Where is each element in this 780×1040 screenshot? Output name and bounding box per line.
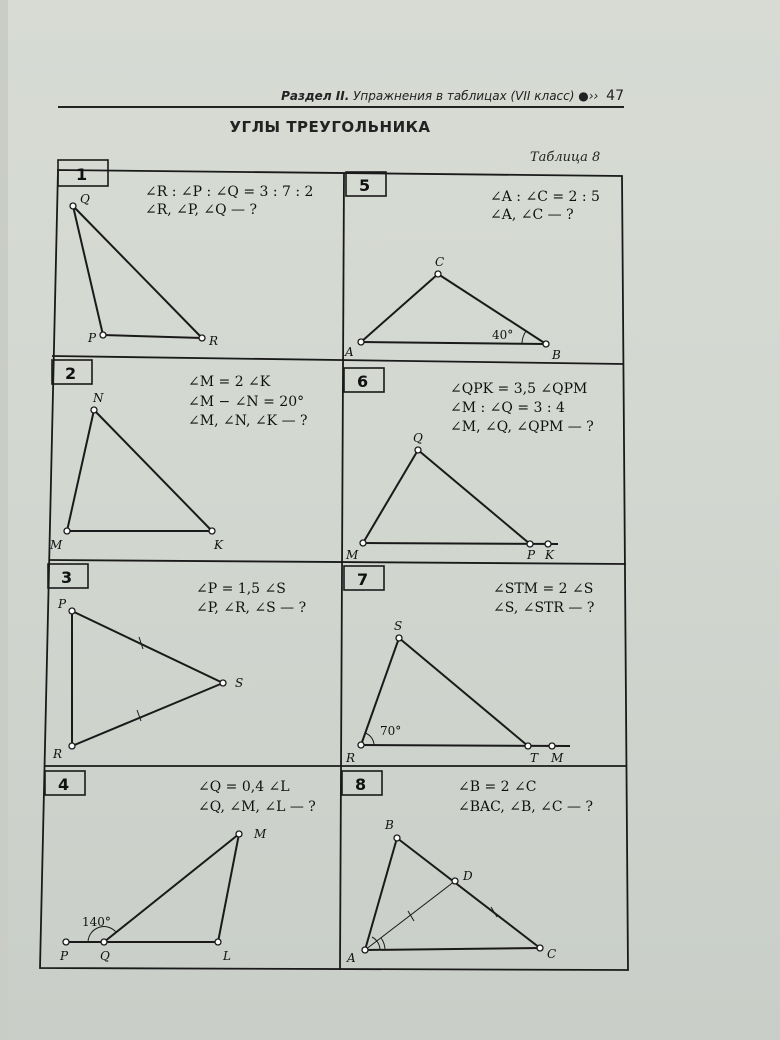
- problem-6: [344, 368, 594, 562]
- problem-4-number: 4: [58, 775, 70, 794]
- problem-8-number: 8: [355, 775, 367, 794]
- point-label: D: [463, 869, 473, 883]
- point-label: R: [209, 334, 219, 348]
- problem-6-line-3: ∠M, ∠Q, ∠QPM — ?: [450, 419, 594, 435]
- problem-6-line-2: ∠M : ∠Q = 3 : 4: [450, 400, 565, 416]
- angle-label: 140°: [82, 915, 111, 929]
- point-label: Q: [413, 431, 423, 445]
- problem-5: [344, 172, 600, 362]
- point-label: A: [347, 951, 356, 965]
- point-label: B: [552, 348, 561, 362]
- point-label: K: [214, 538, 223, 552]
- arrows-glyph: ●››: [578, 89, 599, 103]
- angle-label: 40°: [492, 328, 514, 342]
- point-label: Q: [80, 192, 90, 206]
- problem-1-line-2: ∠R, ∠P, ∠Q — ?: [145, 202, 257, 218]
- problem-4-line-1: ∠Q = 0,4 ∠L: [198, 779, 290, 795]
- problem-5-line-1: ∠A : ∠C = 2 : 5: [490, 189, 600, 205]
- problem-3-line-1: ∠P = 1,5 ∠S: [196, 581, 286, 597]
- point-label: C: [547, 947, 557, 961]
- point-label: R: [346, 751, 356, 765]
- problem-1: [58, 160, 313, 348]
- point-label: M: [50, 538, 63, 552]
- point-label: N: [93, 391, 104, 405]
- point-label: Q: [100, 949, 110, 963]
- problem-6-line-1: ∠QPK = 3,5 ∠QPM: [450, 381, 588, 397]
- problem-5-line-2: ∠A, ∠C — ?: [490, 207, 574, 223]
- point-label: K: [545, 548, 554, 562]
- problem-7-number: 7: [357, 570, 369, 589]
- point-label: S: [394, 619, 403, 633]
- problem-2-number: 2: [65, 364, 77, 383]
- point-label: M: [346, 548, 359, 562]
- problem-2-line-2: ∠M − ∠N = 20°: [188, 394, 305, 410]
- problem-2: [49, 360, 308, 552]
- point-label: M: [254, 827, 267, 841]
- problem-4: [45, 771, 316, 963]
- problem-2-line-1: ∠M = 2 ∠K: [188, 374, 271, 390]
- page-number: 47: [606, 88, 624, 104]
- table-grid: [40, 170, 628, 970]
- angle-label: 70°: [380, 724, 402, 738]
- problem-8-line-1: ∠B = 2 ∠C: [458, 779, 537, 795]
- point-label: R: [53, 747, 63, 761]
- problem-5-number: 5: [359, 176, 371, 195]
- problem-3: [48, 564, 306, 761]
- problem-2-line-3: ∠M, ∠N, ∠K — ?: [188, 413, 308, 429]
- problem-1-number: 1: [76, 165, 88, 184]
- point-label: T: [530, 751, 539, 765]
- problem-8-line-2: ∠BAC, ∠B, ∠C — ?: [458, 799, 594, 815]
- problem-3-line-2: ∠P, ∠R, ∠S — ?: [196, 600, 307, 616]
- point-label: P: [60, 949, 69, 963]
- point-label: B: [385, 818, 394, 832]
- problem-7-line-2: ∠S, ∠STR — ?: [493, 600, 595, 616]
- section-subtitle: Упражнения в таблицах (VII класс): [353, 89, 575, 103]
- point-label: M: [551, 751, 564, 765]
- point-label: A: [345, 345, 354, 359]
- problem-8: [342, 771, 593, 965]
- problem-7: [344, 566, 594, 765]
- point-label: C: [435, 255, 445, 269]
- problem-1-line-1: ∠R : ∠P : ∠Q = 3 : 7 : 2: [145, 184, 314, 200]
- problem-7-line-1: ∠STM = 2 ∠S: [493, 581, 594, 597]
- section-label: Раздел II.: [281, 89, 350, 103]
- point-label: L: [223, 949, 231, 963]
- problem-3-number: 3: [61, 568, 73, 587]
- point-label: S: [235, 676, 244, 690]
- page-title: УГЛЫ ТРЕУГОЛЬНИКА: [229, 118, 431, 136]
- problem-6-number: 6: [357, 372, 369, 391]
- point-label: P: [58, 597, 67, 611]
- point-label: P: [527, 548, 536, 562]
- problem-4-line-2: ∠Q, ∠M, ∠L — ?: [198, 799, 316, 815]
- table-label: Таблица 8: [530, 150, 601, 165]
- point-label: P: [88, 331, 97, 345]
